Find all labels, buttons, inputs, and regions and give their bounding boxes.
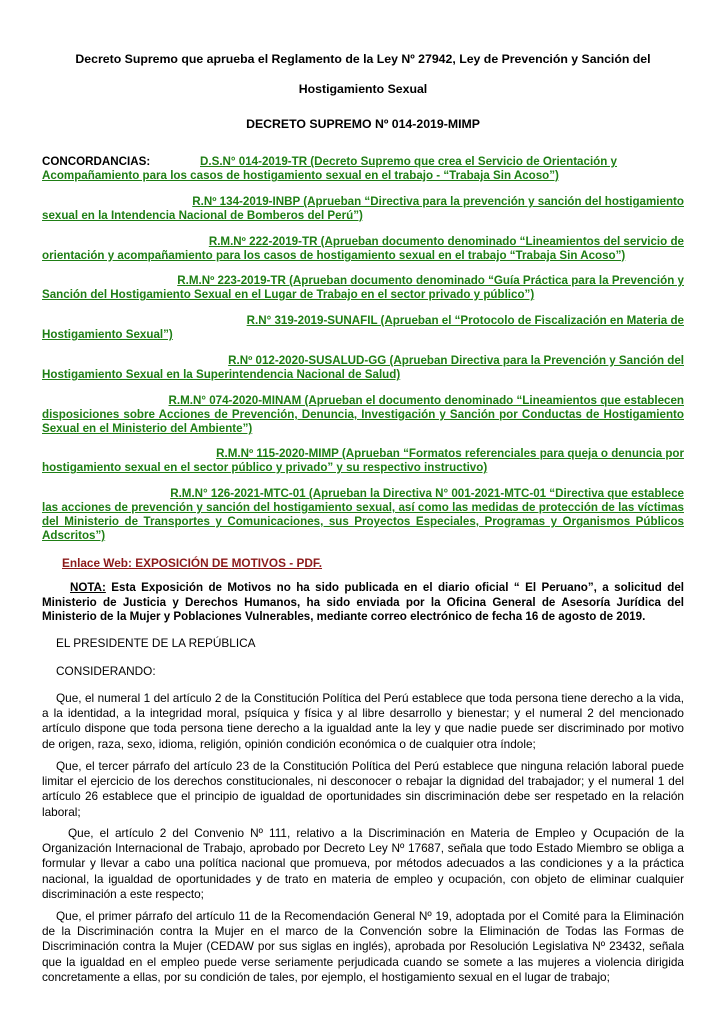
concordancia-link-1-rest[interactable]: Acompañamiento para los casos de hostigamiento sexual en el trabajo - “Trabaja Sin Acoso”) — [42, 169, 559, 182]
enlace-web-exposicion-motivos[interactable]: Enlace Web: EXPOSICIÓN DE MOTIVOS - PDF. — [62, 556, 323, 570]
concordancia-4 — [42, 274, 684, 302]
concordancia-link-5-first[interactable]: R.N° 319-2019-SUNAFIL (Aprueban el “Protocolo de Fiscalización en Materia de — [246, 314, 684, 327]
concordancia-5 — [42, 314, 684, 342]
nota-label: NOTA: — [70, 581, 106, 594]
concordancia-link-6-first[interactable]: R.Nº 012-2020-SUSALUD-GG (Aprueban Directiva para la Prevención y Sanción del — [228, 354, 684, 367]
concordancia-2 — [42, 195, 684, 223]
concordancias-label: CONCORDANCIAS: — [42, 155, 151, 168]
concordancia-link-9-rest[interactable]: las acciones de prevención y sanción del hostigamiento sexual, así como las medidas de protección de las víctimas del Ministerio de Transportes y Comunicaciones, sus Proyectos Especiales, Programas y Organismos Públicos Adscritos”) — [42, 501, 684, 542]
concordancia-link-4-rest[interactable]: Sanción del Hostigamiento Sexual en el Lugar de Trabajo en el sector privado y público”) — [42, 288, 535, 301]
considerando-paragraph-4: Que, el primer párrafo del artículo 11 de la Recomendación General Nº 19, adoptada por el Comité para la Eliminación de la Discriminación contra la Mujer en el marco de la Convención sobre la Eliminación de Todas las Formas de Discriminación contra la Mujer (CEDAW por sus siglas en inglés), aprobada por Resolución Legislativa Nº 23432, señala que la igualdad en el empleo puede verse seriamente perjudicada cuando se somete a las mujeres a violencia dirigida concretamente a ellas, por su condición de tales, por ejemplo, el hostigamiento sexual en el lugar de trabajo; — [42, 909, 684, 984]
concordancia-9 — [42, 487, 684, 543]
concordancia-link-8-rest[interactable]: hostigamiento sexual en el sector público y privado” y su respectivo instructivo) — [42, 461, 488, 474]
concordancia-link-7-first[interactable]: R.M.N° 074-2020-MINAM (Aprueban el documento denominado “Lineamientos que establecen — [168, 394, 684, 407]
concordancia-link-9-first[interactable]: R.M.N° 126-2021-MTC-01 (Aprueban la Directiva N° 001-2021-MTC-01 “Directiva que establece — [170, 487, 684, 500]
document-title-line-1: Decreto Supremo que aprueba el Reglamento de la Ley Nº 27942, Ley de Prevención y Sanción del — [75, 52, 651, 66]
decree-number: DECRETO SUPREMO Nº 014-2019-MIMP — [246, 117, 480, 131]
considerando-heading: CONSIDERANDO: — [56, 664, 156, 678]
nota-paragraph — [42, 581, 684, 625]
considerando-paragraph-2: Que, el tercer párrafo del artículo 23 de la Constitución Política del Perú establece que ninguna relación laboral puede limitar el ejercicio de los derechos constitucionales, ni desconocer o rebajar la dignidad del trabajador; y el numeral 1 del artículo 26 establece que el principio de igualdad de oportunidades sin discriminación debe ser respetado en la relación laboral; — [42, 759, 684, 819]
concordancia-8 — [42, 447, 684, 475]
concordancia-7 — [42, 394, 684, 436]
considerando-paragraph-3: Que, el artículo 2 del Convenio Nº 111, relativo a la Discriminación en Materia de Empleo y Ocupación de la Organización Internacional de Trabajo, aprobado por Decreto Ley Nº 17687, señala que todo Estado Miembro se obliga a formular y llevar a cabo una política nacional que promueva, por métodos adecuados a las condiciones y a la práctica nacional, la igualdad de oportunidades y de trato en materia de empleo y ocupación, con objeto de eliminar cualquier discriminación a este respecto; — [42, 826, 684, 901]
nota-text: Esta Exposición de Motivos no ha sido publicada en el diario oficial “ El Peruano”, a solicitud del Ministerio de Justicia y Derechos Humanos, ha sido enviada por la Oficina General de Asesoría Jurídica del Ministerio de la Mujer y Poblaciones Vulnerables, mediante correo electrónico de fecha 16 de agosto de 2019. — [42, 581, 684, 623]
concordancia-link-8-first[interactable]: R.M.Nº 115-2020-MIMP (Aprueban “Formatos referenciales para queja o denuncia por — [216, 447, 684, 460]
concordancia-link-4-first[interactable]: R.M.Nº 223-2019-TR (Aprueban documento denominado “Guía Práctica para la Prevención y — [177, 274, 684, 287]
concordancia-link-7-rest[interactable]: disposiciones sobre Acciones de Prevención, Denuncia, Investigación y Sanción por Conductas de Hostigamiento Sexual en el Ministerio del Ambiente”) — [42, 408, 684, 435]
concordancia-link-2-first[interactable]: R.Nº 134-2019-INBP (Aprueban “Directiva para la prevención y sanción del hostigamiento — [192, 195, 684, 208]
president-heading: EL PRESIDENTE DE LA REPÚBLICA — [56, 636, 256, 650]
concordancia-link-6-rest[interactable]: Hostigamiento Sexual en la Superintendencia Nacional de Salud) — [42, 368, 401, 381]
concordancia-link-2-rest[interactable]: sexual en la Intendencia Nacional de Bomberos del Perú”) — [42, 209, 363, 222]
concordancia-link-3-first[interactable]: R.M.Nº 222-2019-TR (Aprueban documento denominado “Lineamientos del servicio de — [208, 235, 684, 248]
concordancia-link-1-first[interactable]: D.S.N° 014-2019-TR (Decreto Supremo que crea el Servicio de Orientación y — [200, 155, 618, 168]
document-title-line-2: Hostigamiento Sexual — [298, 82, 428, 96]
concordancia-6 — [42, 354, 684, 382]
concordancia-3 — [42, 235, 684, 263]
concordancia-1 — [42, 155, 684, 183]
concordancia-link-3-rest[interactable]: orientación y acompañamiento para los casos de hostigamiento sexual en el trabajo “Trabaja Sin Acoso”) — [42, 249, 626, 262]
concordancia-link-5-rest[interactable]: Hostigamiento Sexual”) — [42, 328, 173, 341]
considerando-paragraph-1: Que, el numeral 1 del artículo 2 de la Constitución Política del Perú establece que toda persona tiene derecho a la vida, a la identidad, a la integridad moral, psíquica y física y al libre desarrollo y bienestar; y el numeral 2 del mencionado artículo dispone que toda persona tiene derecho a la igualdad ante la ley y que nadie puede ser discriminado por motivo de origen, raza, sexo, idioma, religión, opinión condición económica o de cualquier otra índole; — [42, 691, 684, 751]
